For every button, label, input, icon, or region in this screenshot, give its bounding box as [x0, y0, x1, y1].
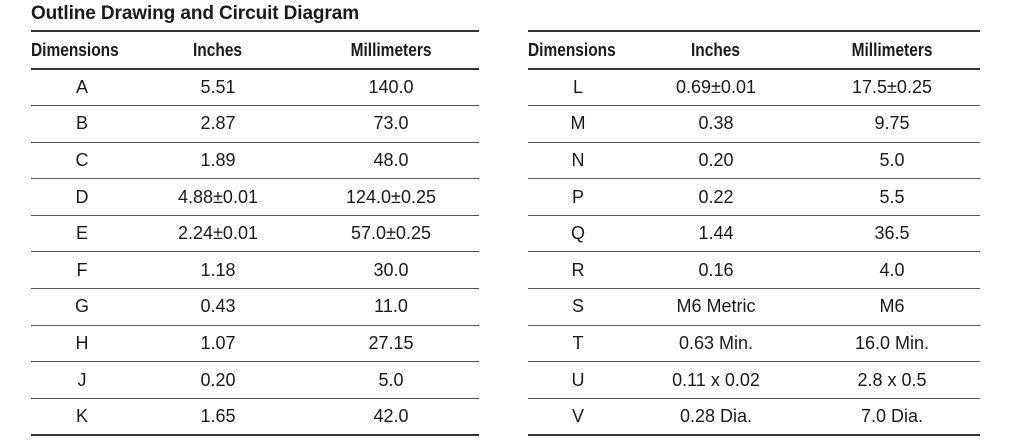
cell-dimension: M	[528, 106, 628, 143]
cell-millimeters: 140.0	[303, 69, 479, 106]
cell-inches: 1.07	[133, 325, 303, 362]
cell-millimeters: 5.0	[303, 362, 479, 399]
table-row	[528, 289, 980, 326]
cell-dimension: L	[528, 69, 628, 106]
cell-dimension: G	[31, 289, 133, 326]
cell-inches: 1.44	[628, 215, 804, 252]
cell-inches: 0.43	[133, 289, 303, 326]
table-row	[31, 398, 479, 435]
cell-inches: 2.87	[133, 106, 303, 143]
cell-dimension: K	[31, 398, 133, 435]
cell-millimeters: 7.0 Dia.	[804, 398, 980, 435]
cell-dimension: N	[528, 142, 628, 179]
table-row	[31, 69, 479, 106]
cell-dimension: T	[528, 325, 628, 362]
cell-millimeters: 2.8 x 0.5	[804, 362, 980, 399]
cell-inches: 1.65	[133, 398, 303, 435]
table-row	[31, 106, 479, 143]
cell-inches: 0.20	[628, 142, 804, 179]
cell-millimeters: 27.15	[303, 325, 479, 362]
column-header-millimeters: Millimeters	[804, 31, 980, 69]
table-row	[528, 325, 980, 362]
cell-dimension: P	[528, 179, 628, 216]
dimension-table-right	[528, 30, 980, 436]
table-row	[528, 106, 980, 143]
cell-inches: 0.38	[628, 106, 804, 143]
cell-dimension: F	[31, 252, 133, 289]
cell-inches: 0.63 Min.	[628, 325, 804, 362]
cell-dimension: E	[31, 215, 133, 252]
cell-dimension: R	[528, 252, 628, 289]
cell-inches: 0.11 x 0.02	[628, 362, 804, 399]
cell-millimeters: 48.0	[303, 142, 479, 179]
cell-millimeters: 30.0	[303, 252, 479, 289]
cell-millimeters: 57.0±0.25	[303, 215, 479, 252]
cell-dimension: S	[528, 289, 628, 326]
cell-dimension: B	[31, 106, 133, 143]
cell-dimension: U	[528, 362, 628, 399]
table-row	[528, 398, 980, 435]
cell-millimeters: 73.0	[303, 106, 479, 143]
table-row	[31, 325, 479, 362]
cell-inches: 4.88±0.01	[133, 179, 303, 216]
cell-millimeters: 5.5	[804, 179, 980, 216]
cell-inches: M6 Metric	[628, 289, 804, 326]
table-row	[31, 289, 479, 326]
page-title: Outline Drawing and Circuit Diagram	[31, 3, 359, 24]
cell-inches: 0.16	[628, 252, 804, 289]
cell-millimeters: 124.0±0.25	[303, 179, 479, 216]
cell-inches: 0.69±0.01	[628, 69, 804, 106]
cell-millimeters: 4.0	[804, 252, 980, 289]
cell-inches: 0.22	[628, 179, 804, 216]
cell-dimension: V	[528, 398, 628, 435]
cell-dimension: H	[31, 325, 133, 362]
table-row	[31, 252, 479, 289]
cell-dimension: A	[31, 69, 133, 106]
table-body-right	[528, 69, 980, 435]
table-row	[528, 252, 980, 289]
cell-millimeters: 9.75	[804, 106, 980, 143]
table-header-row	[31, 31, 479, 69]
table-body-left	[31, 69, 479, 435]
table-row	[528, 142, 980, 179]
cell-inches: 0.28 Dia.	[628, 398, 804, 435]
cell-inches: 2.24±0.01	[133, 215, 303, 252]
column-header-dimensions: Dimensions	[31, 31, 133, 69]
table-row	[528, 179, 980, 216]
cell-inches: 1.18	[133, 252, 303, 289]
table-row	[31, 215, 479, 252]
cell-dimension: C	[31, 142, 133, 179]
cell-millimeters: 5.0	[804, 142, 980, 179]
cell-millimeters: 36.5	[804, 215, 980, 252]
table-row	[528, 215, 980, 252]
table-row	[528, 69, 980, 106]
cell-millimeters: 42.0	[303, 398, 479, 435]
table-row	[528, 362, 980, 399]
cell-millimeters: 16.0 Min.	[804, 325, 980, 362]
table-row	[31, 179, 479, 216]
cell-millimeters: 17.5±0.25	[804, 69, 980, 106]
column-header-dimensions: Dimensions	[528, 31, 628, 69]
cell-dimension: J	[31, 362, 133, 399]
cell-millimeters: 11.0	[303, 289, 479, 326]
cell-inches: 0.20	[133, 362, 303, 399]
column-header-inches: Inches	[133, 31, 303, 69]
column-header-millimeters: Millimeters	[303, 31, 479, 69]
cell-inches: 1.89	[133, 142, 303, 179]
table-header-row	[528, 31, 980, 69]
table-row	[31, 362, 479, 399]
column-header-inches: Inches	[628, 31, 804, 69]
cell-millimeters: M6	[804, 289, 980, 326]
cell-dimension: Q	[528, 215, 628, 252]
cell-dimension: D	[31, 179, 133, 216]
dimension-table-left	[31, 30, 479, 436]
table-row	[31, 142, 479, 179]
cell-inches: 5.51	[133, 69, 303, 106]
